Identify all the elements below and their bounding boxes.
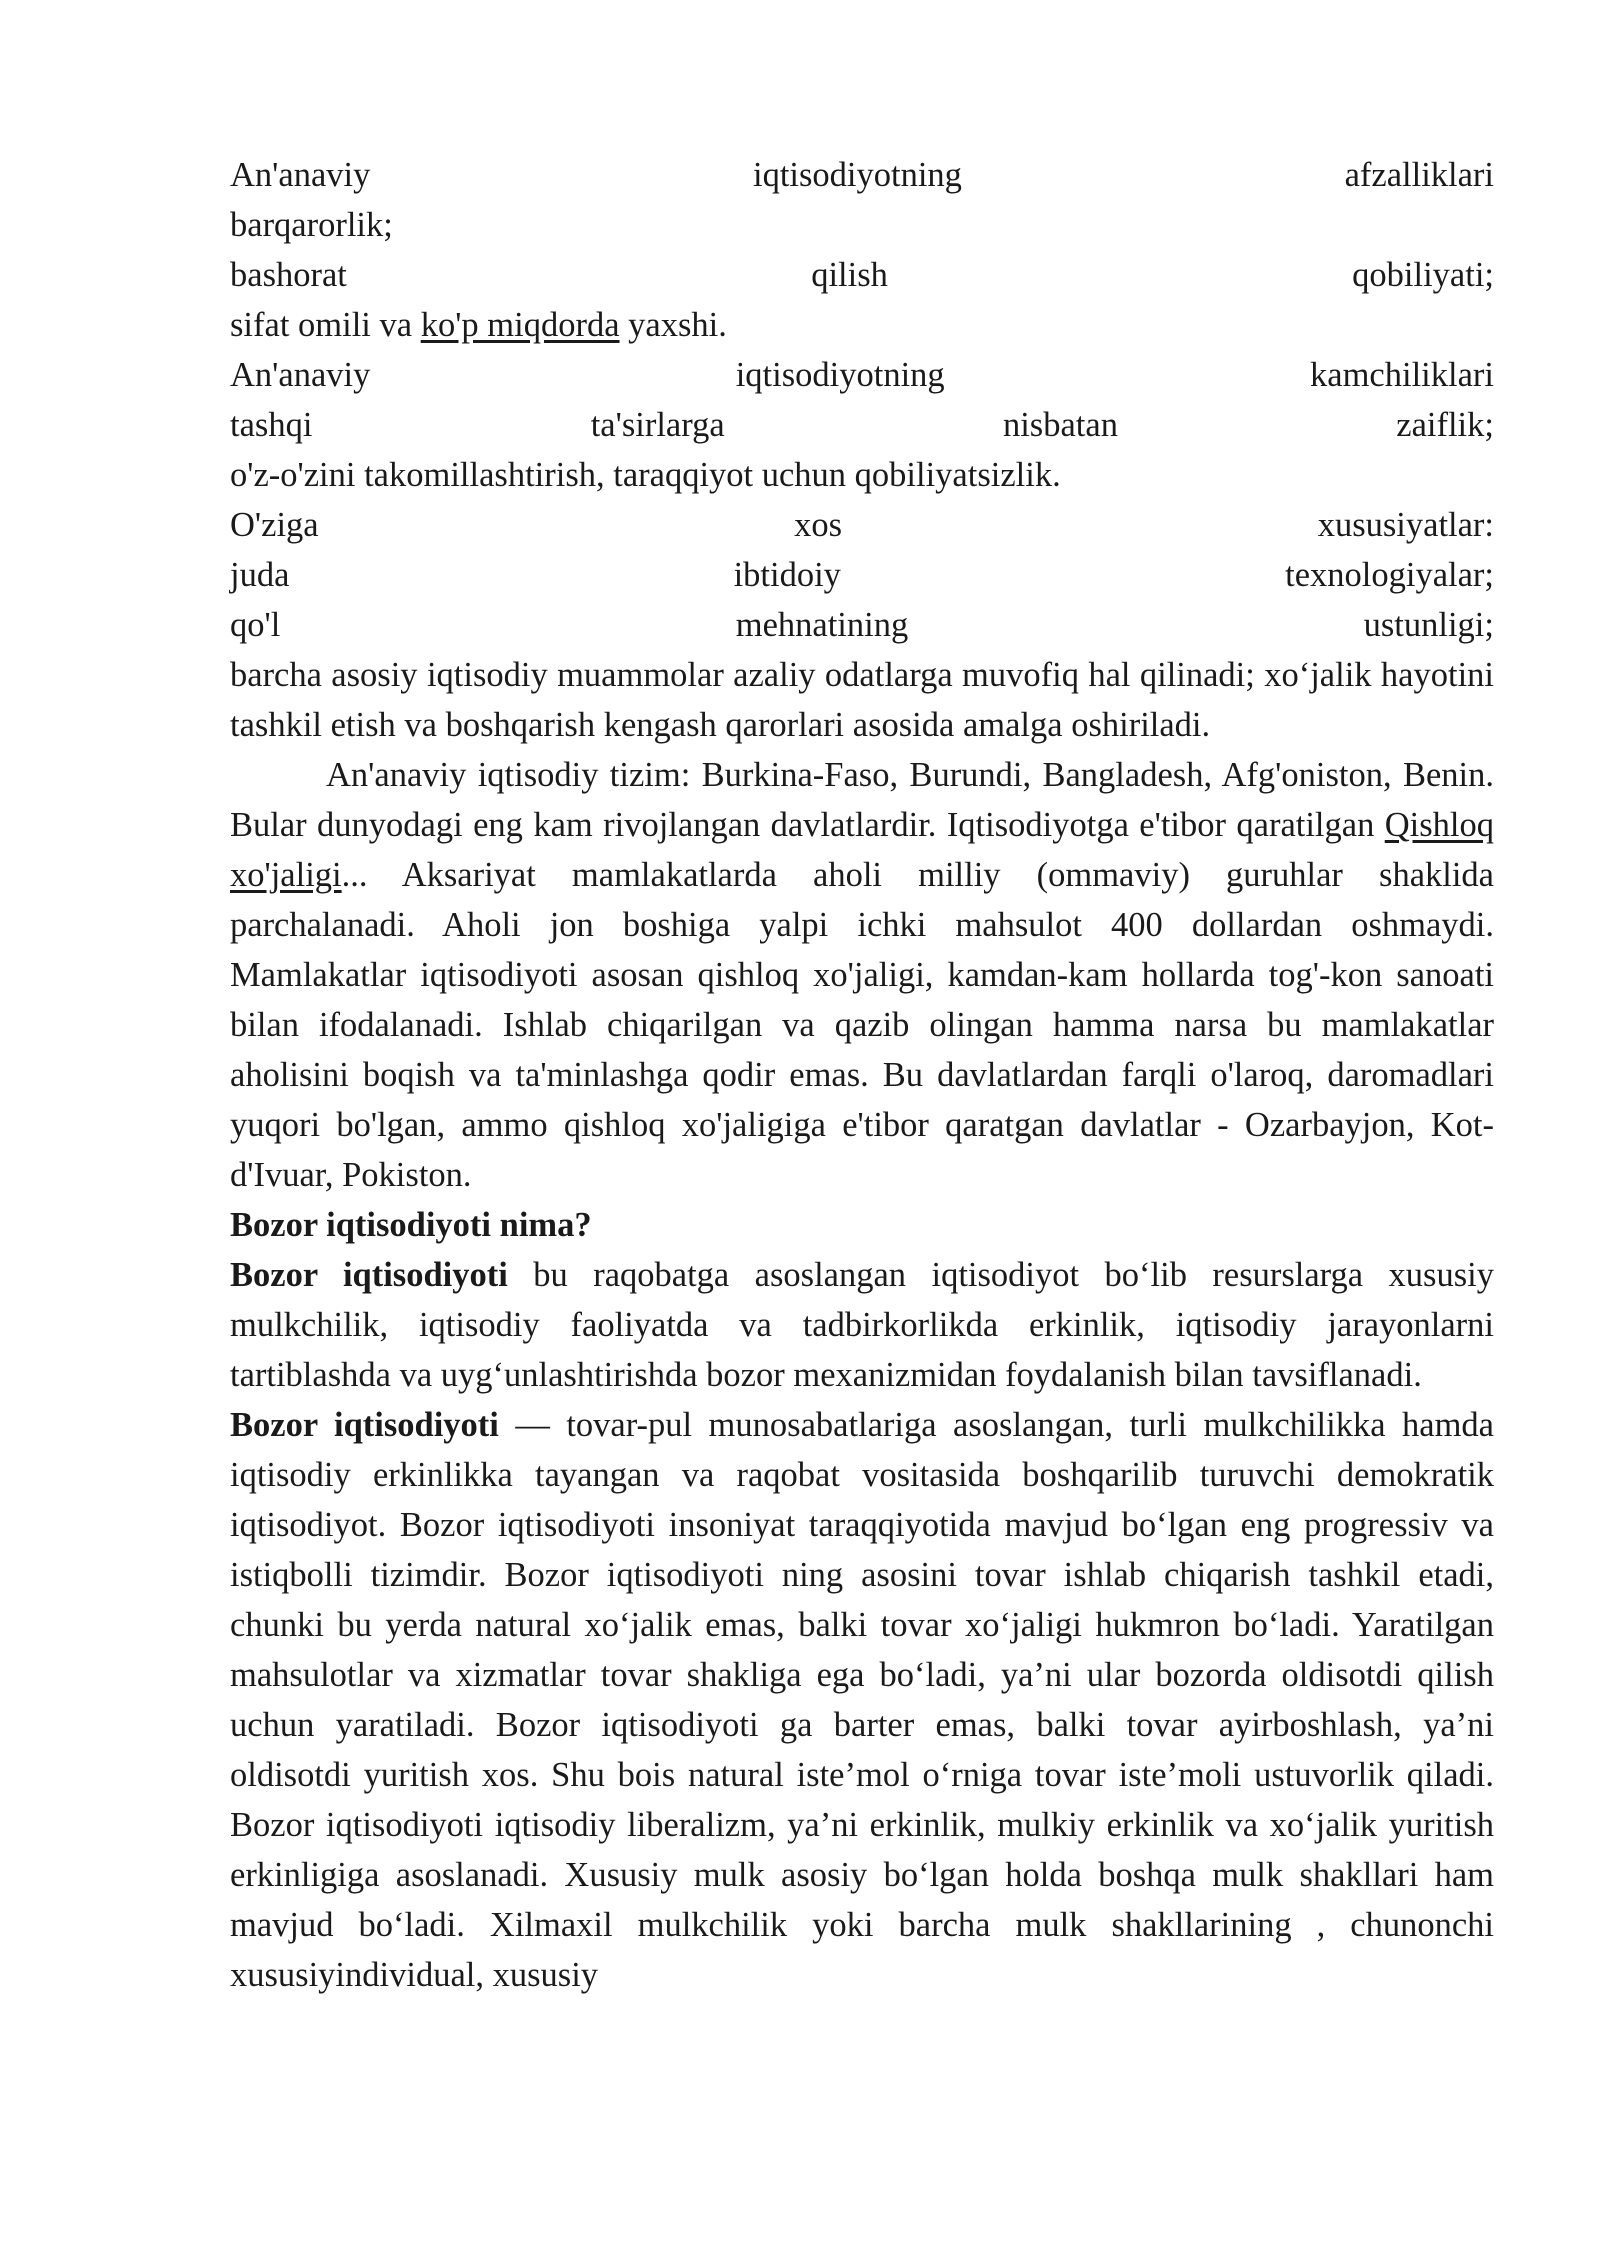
line-primitive-tech xyxy=(230,550,1494,600)
word: juda xyxy=(230,556,290,594)
link-kop-miqdorda[interactable]: ko'p miqdorda xyxy=(420,306,620,344)
word: nisbatan xyxy=(1002,406,1118,444)
word: zaiflik; xyxy=(1396,406,1494,444)
paragraph-customs: barcha asosiy iqtisodiy muammolar azaliy odatlarga muvofiq hal qilinadi; xo‘jalik hayotini tashkil etish va boshqarish kengash qarorlari asosida amalga oshiriladi. xyxy=(230,656,1494,744)
word: bashorat xyxy=(230,256,347,294)
text-run: ... Aksariyat mamlakatlarda aholi milliy (ommaviy) guruhlar shaklida parchalanadi. Aholi jon boshiga yalpi ichki mahsulot 400 dollardan oshmaydi. Mamlakatlar iqtisodiyoti asosan qishloq xo'jaligi, kamdan-kam hollarda tog'-kon sanoati bilan ifodalanadi. Ishlab chiqarilgan va qazib olingan hamma narsa bu mamlakatlar aholisini boqish va ta'minlashga qodir emas. Bu davlatlardan farqli o'laroq, daromadlari yuqori bo'lgan, ammo qishloq xo'jaligiga e'tibor qaratgan davlatlar - Ozarbayjon, Kot-d'Ivuar, Pokiston. xyxy=(230,856,1494,1194)
word: tashqi xyxy=(230,406,313,444)
bold-term: Bozor iqtisodiyoti xyxy=(230,1406,499,1444)
word: xos xyxy=(794,506,843,544)
word: An'anaviy xyxy=(230,356,371,394)
word: qilish xyxy=(811,256,888,294)
word: iqtisodiyotning xyxy=(735,356,945,394)
line-stability: barqarorlik; xyxy=(230,206,393,244)
paragraph-market-details xyxy=(230,1400,1494,2000)
word: xususiyatlar: xyxy=(1317,506,1494,544)
word: texnologiyalar; xyxy=(1285,556,1494,594)
text-run: sifat omili va xyxy=(230,306,421,344)
link-qishloq-xojaligi[interactable]: Qishloq xo'jaligi xyxy=(230,806,1494,894)
word: qobiliyati; xyxy=(1352,256,1494,294)
line-features-heading xyxy=(230,500,1494,550)
bold-term: Bozor iqtisodiyoti xyxy=(230,1256,508,1294)
paragraph-traditional-system xyxy=(230,750,1494,1200)
line-manual-labor xyxy=(230,600,1494,650)
word: iqtisodiyotning xyxy=(753,156,962,194)
line-quality xyxy=(230,300,1494,350)
heading-text: Bozor iqtisodiyoti nima? xyxy=(230,1206,592,1244)
line-disadvantages-heading xyxy=(230,350,1494,400)
document-page xyxy=(230,150,1494,2000)
word: O'ziga xyxy=(230,506,319,544)
text-run: bu raqobatga asoslangan iqtisodiyot bo‘lib resurslarga xususiy mulkchilik, iqtisodiy faoliyatda va tadbirkorlikda erkinlik, iqtisodiy jarayonlarni tartiblashda va uyg‘unlashtirishda bozor mexanizmidan foydalanish bilan tavsiflanadi. xyxy=(230,1256,1494,1394)
word: An'anaviy xyxy=(230,156,371,194)
text-run: yaxshi. xyxy=(619,306,727,344)
line-self-improvement: o'z-o'zini takomillashtirish, taraqqiyot uchun qobiliyatsizlik. xyxy=(230,456,1061,494)
word: ta'sirlarga xyxy=(590,406,725,444)
line-forecasting xyxy=(230,250,1494,300)
word: mehnatining xyxy=(735,606,909,644)
heading-market-economy xyxy=(230,1200,1494,1250)
word: qo'l xyxy=(230,606,281,644)
word: ibtidoiy xyxy=(733,556,841,594)
text-run: An'anaviy iqtisodiy tizim: Burkina-Faso, Burundi, Bangladesh, Afg'oniston, Benin. Bular dunyodagi eng kam rivojlangan davlatlardir. Iqtisodiyotga e'tibor qaratilgan xyxy=(230,756,1494,844)
text-run: — tovar-pul munosabatlariga asoslangan, turli mulkchilikka hamda iqtisodiy erkinlikka tayangan va raqobat vositasida boshqarilib turuvchi demokratik iqtisodiyot. Bozor iqtisodiyoti insoniyat taraqqiyotida mavjud bo‘lgan eng progressiv va istiqbolli tizimdir. Bozor iqtisodiyoti ning asosini tovar ishlab chiqarish tashkil etadi, chunki bu yerda natural xo‘jalik emas, balki tovar xo‘jaligi hukmron bo‘ladi. Yaratilgan mahsulotlar va xizmatlar tovar shakliga ega bo‘ladi, ya’ni ular bozorda oldisotdi qilish uchun yaratiladi. Bozor iqtisodiyoti ga barter emas, balki tovar ayirboshlash, ya’ni oldisotdi yuritish xos. Shu bois natural iste’mol o‘rniga tovar iste’moli ustuvorlik qiladi. Bozor iqtisodiyoti iqtisodiy liberalizm, ya’ni erkinlik, mulkiy erkinlik va xo‘jalik yuritish erkinligiga asoslanadi. Xususiy mulk asosiy bo‘lgan holda boshqa mulk shakllari ham mavjud bo‘ladi. Xilmaxil mulkchilik yoki barcha mulk shakllarining , chunonchi xususiyindividual, xususiy xyxy=(230,1406,1494,1994)
line-external-weakness xyxy=(230,400,1494,450)
paragraph-market-definition xyxy=(230,1250,1494,1400)
word: kamchiliklari xyxy=(1310,356,1494,394)
word: ustunligi; xyxy=(1363,606,1494,644)
word: afzalliklari xyxy=(1344,156,1494,194)
line-advantages-heading xyxy=(230,150,1494,200)
